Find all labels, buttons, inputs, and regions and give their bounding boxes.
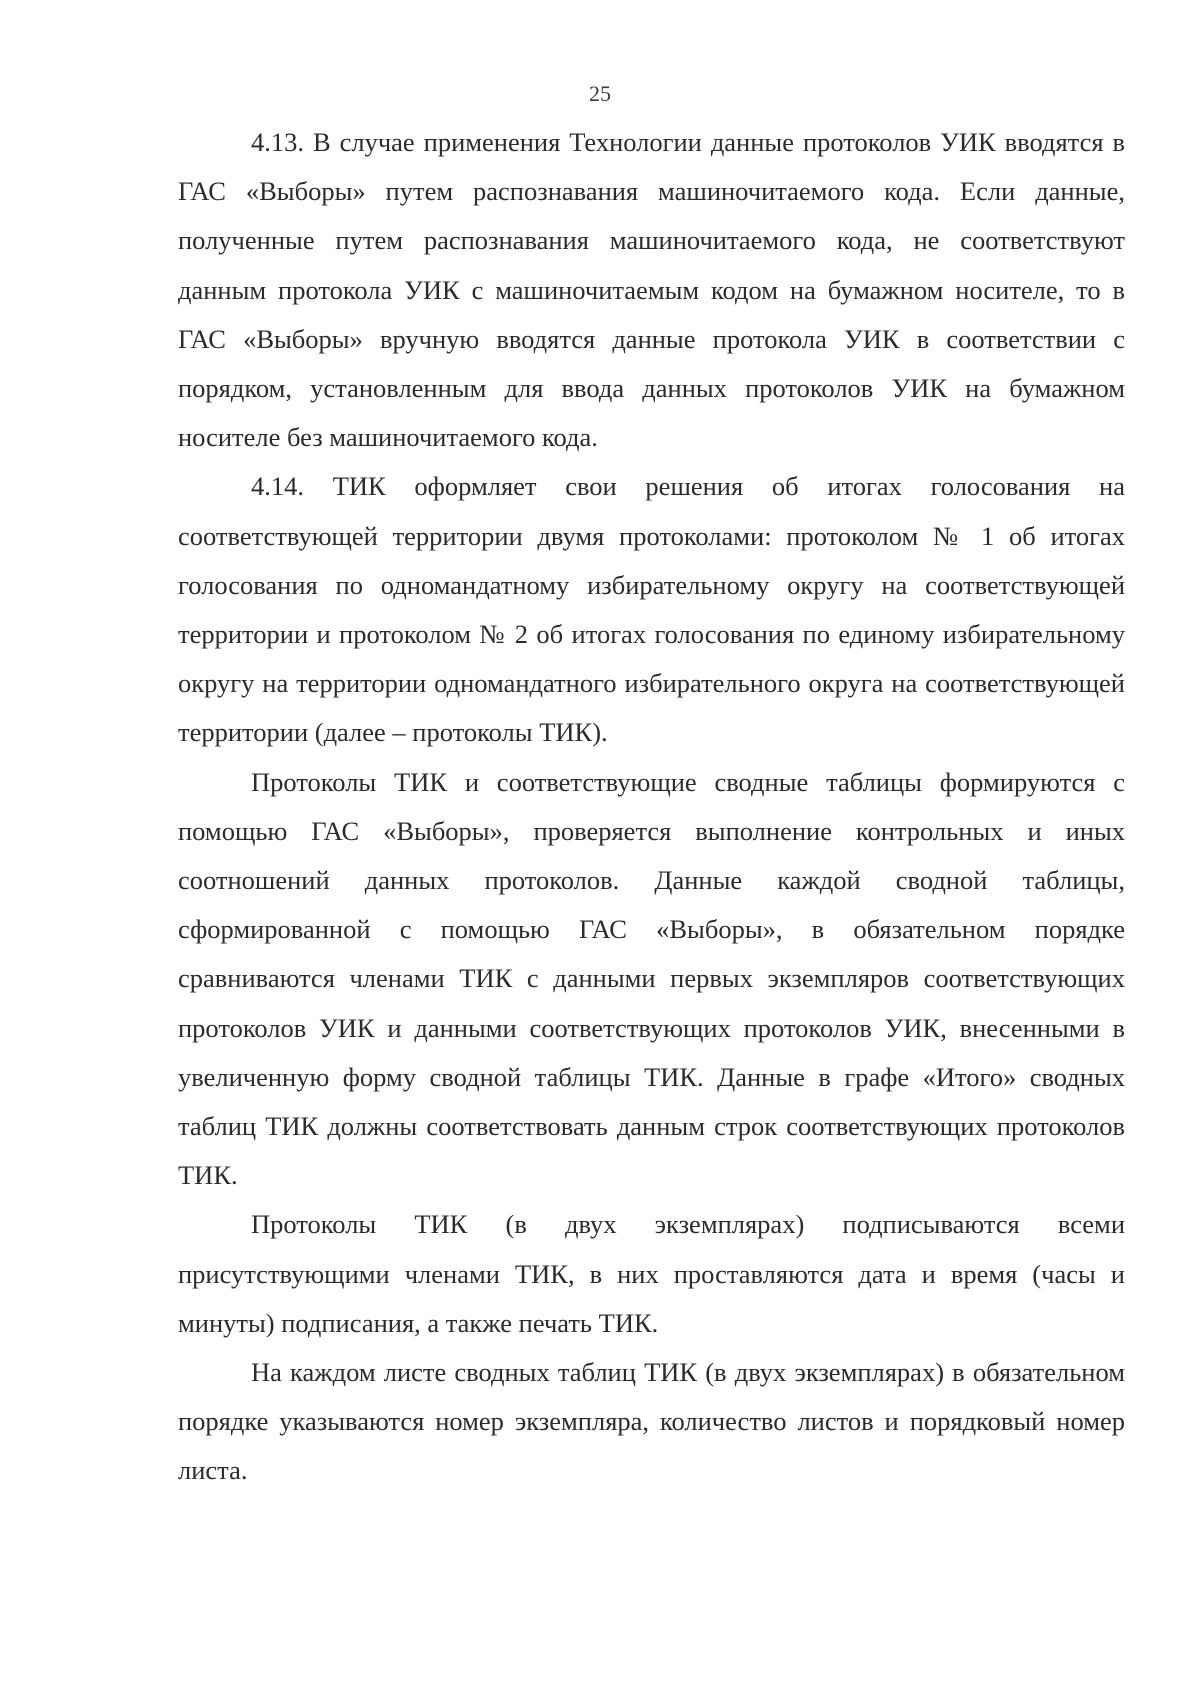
paragraph-summary-tables-sheets: На каждом листе сводных таблиц ТИК (в двух экземплярах) в обязательном порядке указываются номер экземпляра, количество листов и порядковый номер листа. bbox=[178, 1357, 1125, 1486]
document-body bbox=[178, 118, 1125, 1496]
paragraph-4-14: 4.14. ТИК оформляет свои решения об итогах голосования на соответствующей территории двумя протоколами: протоколом № 1 об итогах голосования по одномандатному избирательному округу на соответствующей территории и протоколом № 2 об итогах голосования по единому избирательному округу на территории одномандатного избирательного округа на соответствующей территории (далее – протоколы ТИК). bbox=[178, 471, 1125, 748]
paragraph-tik-protocols-formation: Протоколы ТИК и соответствующие сводные таблицы формируются с помощью ГАС «Выборы», проверяется выполнение контрольных и иных соотношений данных протоколов. Данные каждой сводной таблицы, сформированной с помощью ГАС «Выборы», в обязательном порядке сравниваются членами ТИК с данными первых экземпляров соответствующих протоколов УИК и данными соответствующих протоколов УИК, внесенными в увеличенную форму сводной таблицы ТИК. Данные в графе «Итого» сводных таблиц ТИК должны соответствовать данным строк соответствующих протоколов ТИК. bbox=[178, 766, 1125, 1191]
paragraph-4-13: 4.13. В случае применения Технологии данные протоколов УИК вводятся в ГАС «Выборы» путем распознавания машиночитаемого кода. Если данные, полученные путем распознавания машиночитаемого кода, не соответствуют данным протокола УИК с машиночитаемым кодом на бумажном носителе, то в ГАС «Выборы» вручную вводятся данные протокола УИК в соответствии с порядком, установленным для ввода данных протоколов УИК на бумажном носителе без машиночитаемого кода. bbox=[178, 127, 1125, 453]
page-number: 25 bbox=[589, 81, 611, 106]
paragraph-tik-protocols-signing: Протоколы ТИК (в двух экземплярах) подписываются всеми присутствующими членами ТИК, в них проставляются дата и время (часы и минуты) подписания, а также печать ТИК. bbox=[178, 1209, 1125, 1338]
